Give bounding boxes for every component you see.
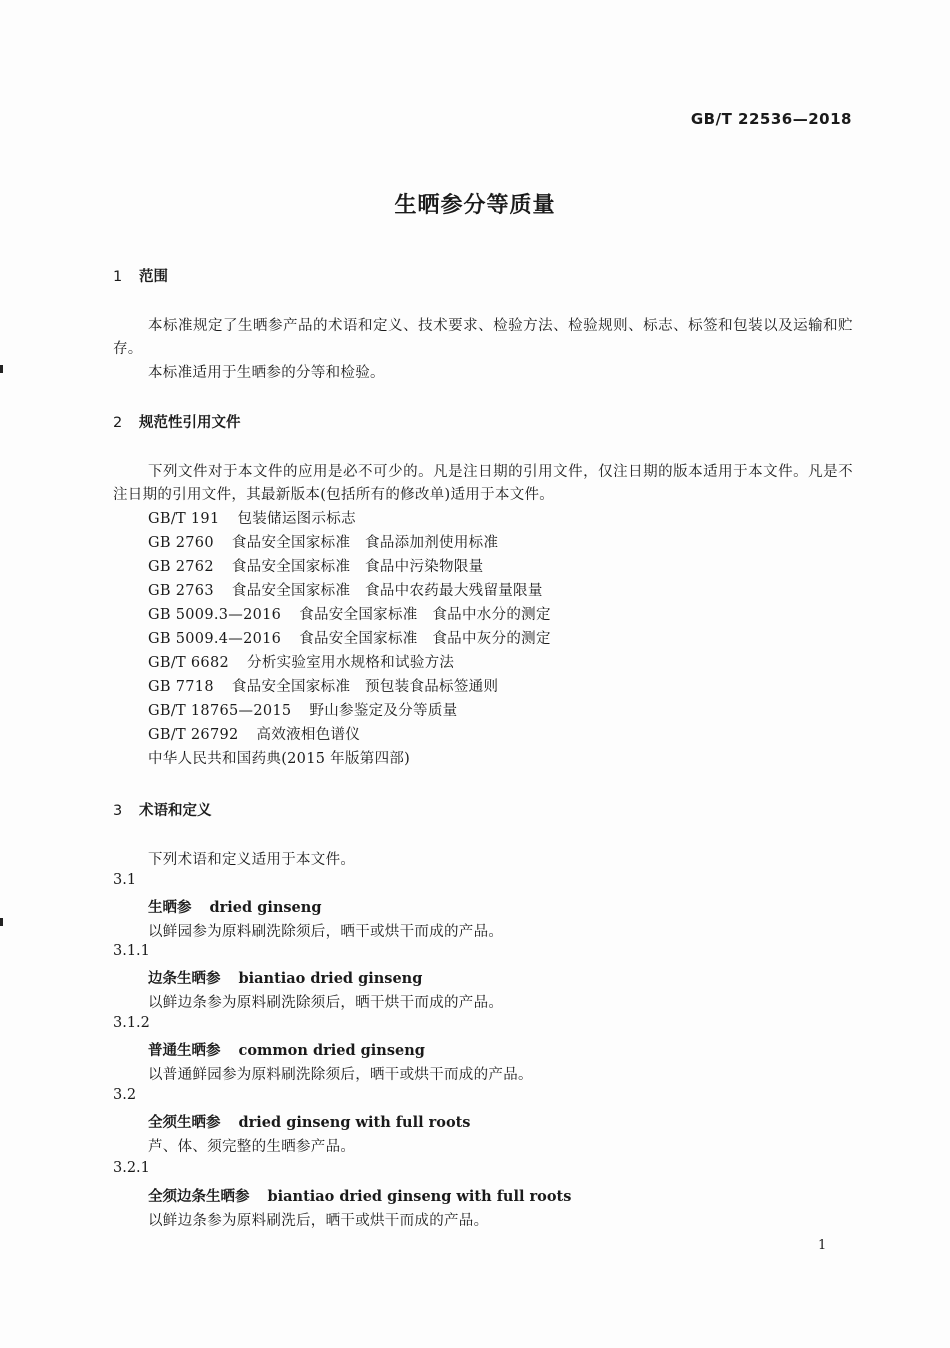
reference-title: 野山参鉴定及分等质量 <box>309 703 458 719</box>
term-number: 3.1.2 <box>113 1015 150 1031</box>
reference-code: GB/T 6682 <box>148 655 230 671</box>
reference-item <box>148 627 551 651</box>
reference-code: GB/T 26792 <box>148 727 239 743</box>
section-title: 术语和定义 <box>139 803 212 819</box>
section-number: 3 <box>113 803 123 819</box>
term-name <box>148 1185 571 1206</box>
standard-code: GB/T 22536—2018 <box>690 110 852 128</box>
term-definition: 芦、体、须完整的生晒参产品。 <box>148 1139 356 1155</box>
term-name <box>148 896 321 917</box>
reference-code: GB 5009.3—2016 <box>148 607 282 623</box>
section-number: 2 <box>113 415 123 431</box>
term-zh: 全须生晒参 <box>148 1114 221 1131</box>
reference-list <box>148 507 551 771</box>
reference-code: GB/T 18765—2015 <box>148 703 292 719</box>
reference-title: 食品安全国家标准 食品中水分的测定 <box>299 607 551 623</box>
section-heading-3 <box>113 799 212 820</box>
term-name <box>148 967 422 988</box>
reference-code: GB 2763 <box>148 583 214 599</box>
reference-title: 高效液相色谱仪 <box>256 727 361 743</box>
term-number: 3.1 <box>113 872 137 888</box>
term-number: 3.1.1 <box>113 943 150 959</box>
reference-title: 中华人民共和国药典(2015 年版第四部) <box>148 751 411 767</box>
term-name <box>148 1039 425 1060</box>
reference-code: GB 2760 <box>148 535 214 551</box>
document-title: 生晒参分等质量 <box>394 193 556 218</box>
term-en: biantiao dried ginseng with full roots <box>267 1188 572 1205</box>
terms-intro: 下列术语和定义适用于本文件。 <box>148 852 356 868</box>
reference-title: 食品安全国家标准 食品中灰分的测定 <box>299 631 551 647</box>
reference-item <box>148 507 551 531</box>
reference-code: GB 2762 <box>148 559 214 575</box>
scan-mark <box>0 918 3 926</box>
reference-title: 分析实验室用水规格和试验方法 <box>247 655 455 671</box>
scan-mark <box>0 365 3 373</box>
term-zh: 边条生晒参 <box>148 970 221 987</box>
term-zh: 全须边条生晒参 <box>148 1188 250 1205</box>
reference-item <box>148 723 551 747</box>
reference-item <box>148 555 551 579</box>
section-title: 范围 <box>139 269 168 285</box>
reference-code: GB 5009.4—2016 <box>148 631 282 647</box>
reference-title: 食品安全国家标准 食品添加剂使用标准 <box>231 535 499 551</box>
reference-item <box>148 747 551 771</box>
scope-paragraph-2: 本标准适用于生晒参的分等和检验。 <box>148 365 385 381</box>
reference-item <box>148 531 551 555</box>
term-name <box>148 1111 470 1132</box>
term-definition: 以鲜园参为原料刷洗除须后，晒干或烘干而成的产品。 <box>148 924 504 940</box>
term-definition: 以普通鲜园参为原料刷洗除须后，晒干或烘干而成的产品。 <box>148 1067 533 1083</box>
section-heading-1 <box>113 265 168 286</box>
reference-title: 食品安全国家标准 食品中污染物限量 <box>231 559 484 575</box>
section-title: 规范性引用文件 <box>139 415 241 431</box>
term-definition: 以鲜边条参为原料刷洗除须后，晒干烘干而成的产品。 <box>148 995 504 1011</box>
section-number: 1 <box>113 269 123 285</box>
reference-item <box>148 579 551 603</box>
term-en: dried ginseng <box>209 899 322 916</box>
term-en: biantiao dried ginseng <box>238 970 423 987</box>
reference-title: 食品安全国家标准 食品中农药最大残留量限量 <box>231 583 543 599</box>
section-heading-2 <box>113 411 241 432</box>
term-zh: 普通生晒参 <box>148 1042 221 1059</box>
term-definition: 以鲜边条参为原料刷洗后，晒干或烘干而成的产品。 <box>148 1213 489 1229</box>
reference-item <box>148 651 551 675</box>
reference-item <box>148 699 551 723</box>
reference-code: GB 7718 <box>148 679 214 695</box>
normative-intro: 下列文件对于本文件的应用是必不可少的。凡是注日期的引用文件，仅注日期的版本适用于本文件。凡是不注日期的引用文件，其最新版本(包括所有的修改单)适用于本文件。 <box>113 464 853 503</box>
page-number: 1 <box>818 1238 827 1253</box>
term-number: 3.2 <box>113 1087 137 1103</box>
term-zh: 生晒参 <box>148 899 192 916</box>
term-en: dried ginseng with full roots <box>238 1114 471 1131</box>
scope-paragraph-1: 本标准规定了生晒参产品的术语和定义、技术要求、检验方法、检验规则、标志、标签和包装以及运输和贮存。 <box>113 318 853 357</box>
reference-title: 食品安全国家标准 预包装食品标签通则 <box>231 679 499 695</box>
reference-code: GB/T 191 <box>148 511 220 527</box>
reference-title: 包装储运图示标志 <box>237 511 356 527</box>
reference-item <box>148 603 551 627</box>
term-number: 3.2.1 <box>113 1160 150 1176</box>
term-en: common dried ginseng <box>238 1042 425 1059</box>
reference-item <box>148 675 551 699</box>
